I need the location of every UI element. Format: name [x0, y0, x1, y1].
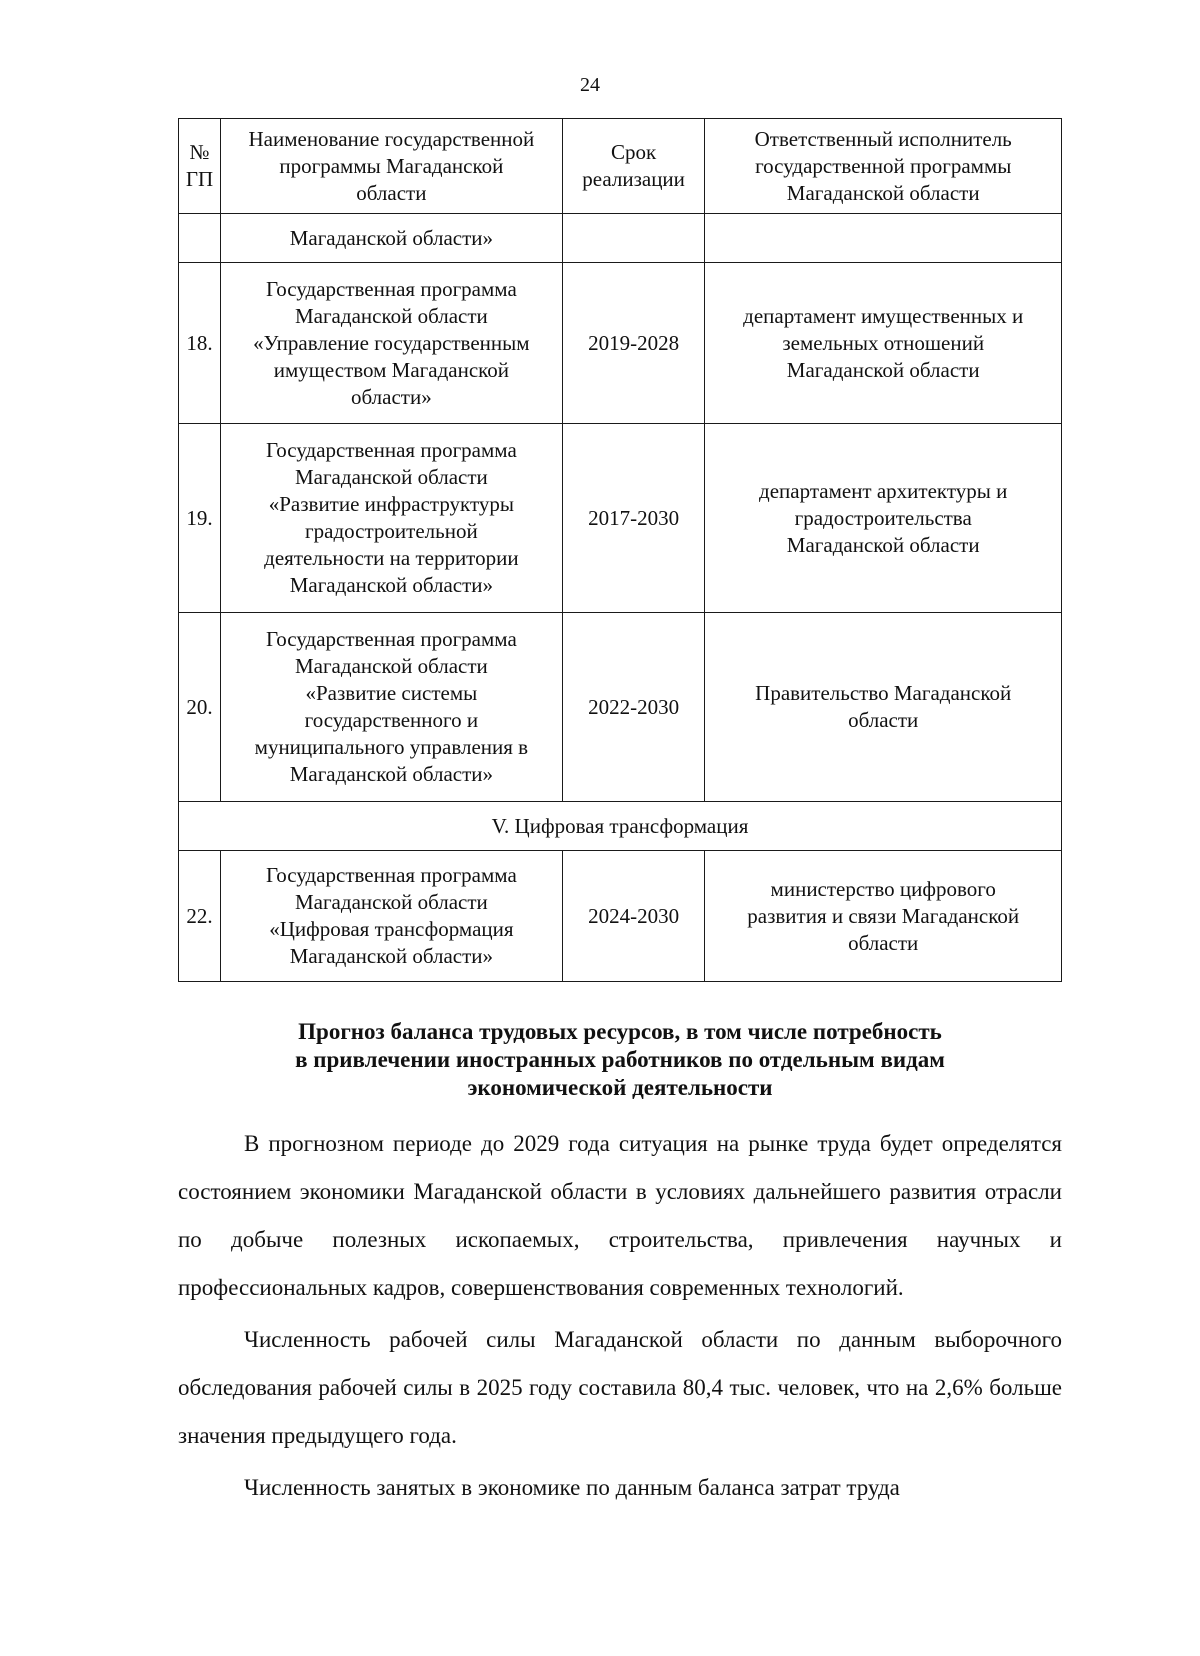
table-row: [179, 613, 1062, 802]
header-responsible: Ответственный исполнитель государственной программы Магаданской области: [705, 119, 1062, 214]
cell-responsible: [705, 214, 1062, 263]
header-name: Наименование государственной программы Магаданской области: [220, 119, 562, 214]
cell-num: [179, 214, 221, 263]
header-num: № ГП: [179, 119, 221, 214]
cell-num: 18.: [179, 263, 221, 424]
table-row: [179, 263, 1062, 424]
cell-term: 2024-2030: [562, 851, 705, 982]
cell-responsible: министерство цифрового развития и связи Магаданской области: [705, 851, 1062, 982]
section-heading: Прогноз баланса трудовых ресурсов, в том числе потребность в привлечении иностранных работников по отдельным видам экономической деятельности: [295, 1019, 945, 1100]
cell-responsible: Правительство Магаданской области: [705, 613, 1062, 802]
cell-term: [562, 214, 705, 263]
cell-name: Государственная программа Магаданской области «Развитие инфраструктуры градостроительной деятельности на территории Магаданской области»: [220, 424, 562, 613]
section-row: [179, 802, 1062, 851]
cell-term: 2019-2028: [562, 263, 705, 424]
cell-num: 19.: [179, 424, 221, 613]
section-title: V. Цифровая трансформация: [179, 802, 1062, 851]
paragraph: Численность рабочей силы Магаданской области по данным выборочного обследования рабочей силы в 2025 году составила 80,4 тыс. человек, что на 2,6% больше значения предыдущего года.: [178, 1327, 1062, 1448]
cell-name: Государственная программа Магаданской области «Развитие системы государственного и муниципального управления в Магаданской области»: [220, 613, 562, 802]
programs-table: [178, 118, 1062, 982]
cell-responsible: департамент архитектуры и градостроительства Магаданской области: [705, 424, 1062, 613]
header-term: Срок реализации: [562, 119, 705, 214]
table-row: [179, 214, 1062, 263]
cell-name: Государственная программа Магаданской области «Управление государственным имуществом Магаданской области»: [220, 263, 562, 424]
table-row: [179, 851, 1062, 982]
cell-responsible: департамент имущественных и земельных отношений Магаданской области: [705, 263, 1062, 424]
table-header-row: [179, 119, 1062, 214]
cell-name: Магаданской области»: [220, 214, 562, 263]
page-number: 24: [580, 74, 600, 96]
paragraph: Численность занятых в экономике по данным баланса затрат труда: [244, 1475, 900, 1500]
paragraph: В прогнозном периоде до 2029 года ситуация на рынке труда будет определятся состоянием экономики Магаданской области в условиях дальнейшего развития отрасли по добыче полезных ископаемых, строительства, привлечения научных и профессиональных кадров, совершенствования современных технологий.: [178, 1131, 1062, 1300]
cell-term: 2017-2030: [562, 424, 705, 613]
cell-name: Государственная программа Магаданской области «Цифровая трансформация Магаданской области»: [220, 851, 562, 982]
table-row: [179, 424, 1062, 613]
cell-num: 20.: [179, 613, 221, 802]
cell-num: 22.: [179, 851, 221, 982]
body-text: [178, 1120, 1062, 1516]
cell-term: 2022-2030: [562, 613, 705, 802]
